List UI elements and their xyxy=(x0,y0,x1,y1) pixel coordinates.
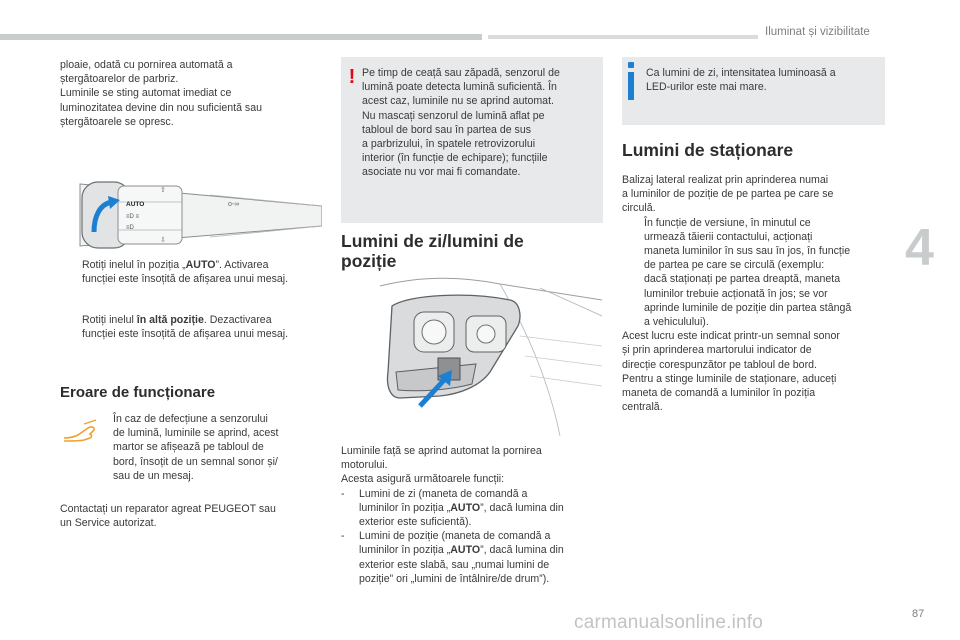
dash-line xyxy=(359,501,564,515)
p2-line: direcție corespunzător pe tabloul de bord. xyxy=(622,358,817,371)
warning-line: Nu mascați senzorul de lumină aflat pe xyxy=(362,109,545,122)
dash-item-position xyxy=(341,529,606,586)
warning-exclamation-icon: ! xyxy=(348,66,356,88)
body-line: Luminile față se aprind automat la pornirea xyxy=(341,445,542,457)
p2-line: și prin aprinderea martorului indicator de xyxy=(622,344,812,357)
svg-text:⇧: ⇧ xyxy=(160,187,166,194)
info-icon xyxy=(628,62,636,102)
parking-bullet xyxy=(622,216,890,330)
svg-text:o-∞: o-∞ xyxy=(228,201,240,208)
dash-line: Lumini de poziție (maneta de comandă a xyxy=(359,530,551,543)
chapter-number: 4 xyxy=(905,219,934,277)
bullet-arrow-icon xyxy=(60,258,82,286)
warning-line: a parbrizului, în spatele retrovizorului xyxy=(362,138,536,151)
dash2-post: ”, dacă lumina din xyxy=(480,544,564,557)
bullet-deactivate-line1 xyxy=(82,313,288,327)
auto-label: AUTO xyxy=(126,201,145,208)
dash2-pre: luminilor în poziția „ xyxy=(359,544,451,557)
bullet-line: dacă staționați pe partea dreaptă, maneta xyxy=(644,273,841,286)
bullet-line: a vehiculului). xyxy=(644,316,709,329)
bullet-line: urmează tăierii contactului, acționați xyxy=(644,230,813,243)
headlamp-illustration xyxy=(380,276,602,436)
dash2-bold: AUTO xyxy=(450,544,481,557)
dash1-bold: AUTO xyxy=(450,501,481,514)
contact-line: un Service autorizat. xyxy=(60,517,157,530)
bullet-activate xyxy=(60,258,328,286)
bullet-deactivate-pre: Rotiți inelul xyxy=(82,314,137,326)
intro-line: luminozitatea devine din nou suficientă sau xyxy=(60,101,263,114)
header-bar xyxy=(0,34,482,40)
intro-line: ploaie, odată cu pornirea automată a xyxy=(60,59,233,71)
col1-intro xyxy=(60,58,325,129)
p2-line: Pentru a stinge luminile de staționare, aduceți xyxy=(622,372,837,385)
body-line: motorului. xyxy=(341,459,388,472)
p1-line: circulă. xyxy=(622,202,656,215)
dash-line: Lumini de zi (maneta de comandă a xyxy=(359,487,528,500)
warning-line: tabloul de bord sau în partea de sus xyxy=(362,123,532,136)
p2-line: Acest lucru este indicat printr-un semnal sonor xyxy=(622,330,840,343)
warning-text xyxy=(362,66,600,180)
bullet-deactivate xyxy=(60,313,328,341)
bullet-activate-line1 xyxy=(82,258,288,272)
bullet-deactivate-line2: funcției este însoțită de afișarea unui mesaj. xyxy=(82,328,289,341)
body-line: Acesta asigură următoarele funcții: xyxy=(341,473,505,486)
error-line: sau de un mesaj. xyxy=(113,469,194,482)
contact-line: Contactați un reparator agreat PEUGEOT sau xyxy=(60,503,276,515)
dash-line: exterior este slabă, sau „numai lumini de xyxy=(359,558,550,571)
bullet-activate-pre: Rotiți inelul în poziția „ xyxy=(82,259,186,271)
dash-line: exterior este suficientă). xyxy=(359,516,472,529)
dash-item-daytime xyxy=(341,487,606,530)
error-line: martor se afișează pe tabloul de xyxy=(113,441,264,454)
dash-mark: - xyxy=(341,487,345,500)
light-sensor-warning-icon xyxy=(62,418,100,444)
daylights-section-title xyxy=(341,231,603,271)
parking-lights-text xyxy=(622,173,890,414)
error-line: de lumină, luminile se aprind, acest xyxy=(113,427,279,440)
intro-line: ștergătoarele se opresc. xyxy=(60,115,174,128)
error-section-title: Eroare de funcționare xyxy=(60,384,216,401)
info-line: LED-urilor este mai mare. xyxy=(646,81,767,94)
dash1-pre: luminilor în poziția „ xyxy=(359,501,451,514)
error-line: bord, însoțit de un semnal sonor și/ xyxy=(113,455,278,468)
bullet-line: de partea pe care se circulă (exemplu: xyxy=(644,259,825,272)
warning-line: interior (în funcție de echipare); funcțiile xyxy=(362,152,548,165)
parking-lights-title: Lumini de staționare xyxy=(622,140,794,160)
lighting-stalk-illustration xyxy=(60,172,322,252)
bullet-deactivate-post: . Dezactivarea xyxy=(203,314,272,326)
bullet-activate-line2: funcției este însoțită de afișarea unui mesaj. xyxy=(82,273,289,286)
watermark: carmanualsonline.info xyxy=(574,612,764,633)
p1-line: Balizaj lateral realizat prin aprinderea numai xyxy=(622,174,829,186)
dash1-post: ”, dacă lumina din xyxy=(480,501,564,514)
warning-line: Pe timp de ceață sau zăpadă, senzorul de xyxy=(362,67,560,79)
bullet-line: luminilor trebuie acționată în jos; se vor xyxy=(644,287,828,300)
svg-text:⇩: ⇩ xyxy=(160,237,166,244)
intro-line: ștergătoarelor de parbriz. xyxy=(60,73,179,86)
bullet-activate-post: ”. Activarea xyxy=(215,259,269,271)
warning-line: asociate nu vor mai fi comandate. xyxy=(362,166,521,179)
bullet-arrow-icon xyxy=(622,216,644,330)
daylights-body xyxy=(341,444,606,586)
dash-line: poziție” ori „lumini de întâlnire/de drum”). xyxy=(359,572,550,585)
p1-line: a luminilor de poziție de pe partea pe care se xyxy=(622,188,834,201)
p2-line: centrală. xyxy=(622,401,663,414)
dash-mark: - xyxy=(341,530,345,543)
header-bar-secondary xyxy=(488,35,758,39)
bullet-line: maneta luminilor în sus sau în jos, în funcție xyxy=(644,245,851,258)
error-text xyxy=(113,412,323,483)
warning-line: acest caz, luminile nu se aprind automat. xyxy=(362,95,554,108)
bullet-activate-bold: AUTO xyxy=(185,259,216,271)
svg-text:≡D: ≡D xyxy=(126,225,134,231)
bullet-arrow-icon xyxy=(60,313,82,341)
info-line: Ca lumini de zi, intensitatea luminoasă a xyxy=(646,67,836,79)
daylights-title-line1: Lumini de zi/lumini de xyxy=(341,231,524,251)
bullet-line: În funcție de versiune, în minutul ce xyxy=(644,216,811,229)
error-line: În caz de defecțiune a senzorului xyxy=(113,413,268,425)
p2-line: maneta de comandă a luminilor în poziția xyxy=(622,387,816,400)
page-number: 87 xyxy=(912,608,925,620)
bullet-line: aprinde luminile de poziție din partea stângă xyxy=(644,301,852,314)
contact-text xyxy=(60,502,328,530)
svg-text:≡D ≡: ≡D ≡ xyxy=(126,214,140,220)
dash-line xyxy=(359,543,564,557)
chapter-title: Iluminat și vizibilitate xyxy=(765,26,870,38)
info-text xyxy=(646,66,878,94)
warning-line: lumină poate detecta lumină suficientă. În xyxy=(362,81,557,94)
bullet-deactivate-bold: în altă poziție xyxy=(136,314,204,326)
daylights-title-line2: poziție xyxy=(341,251,397,271)
intro-line: Luminile se sting automat imediat ce xyxy=(60,87,232,100)
